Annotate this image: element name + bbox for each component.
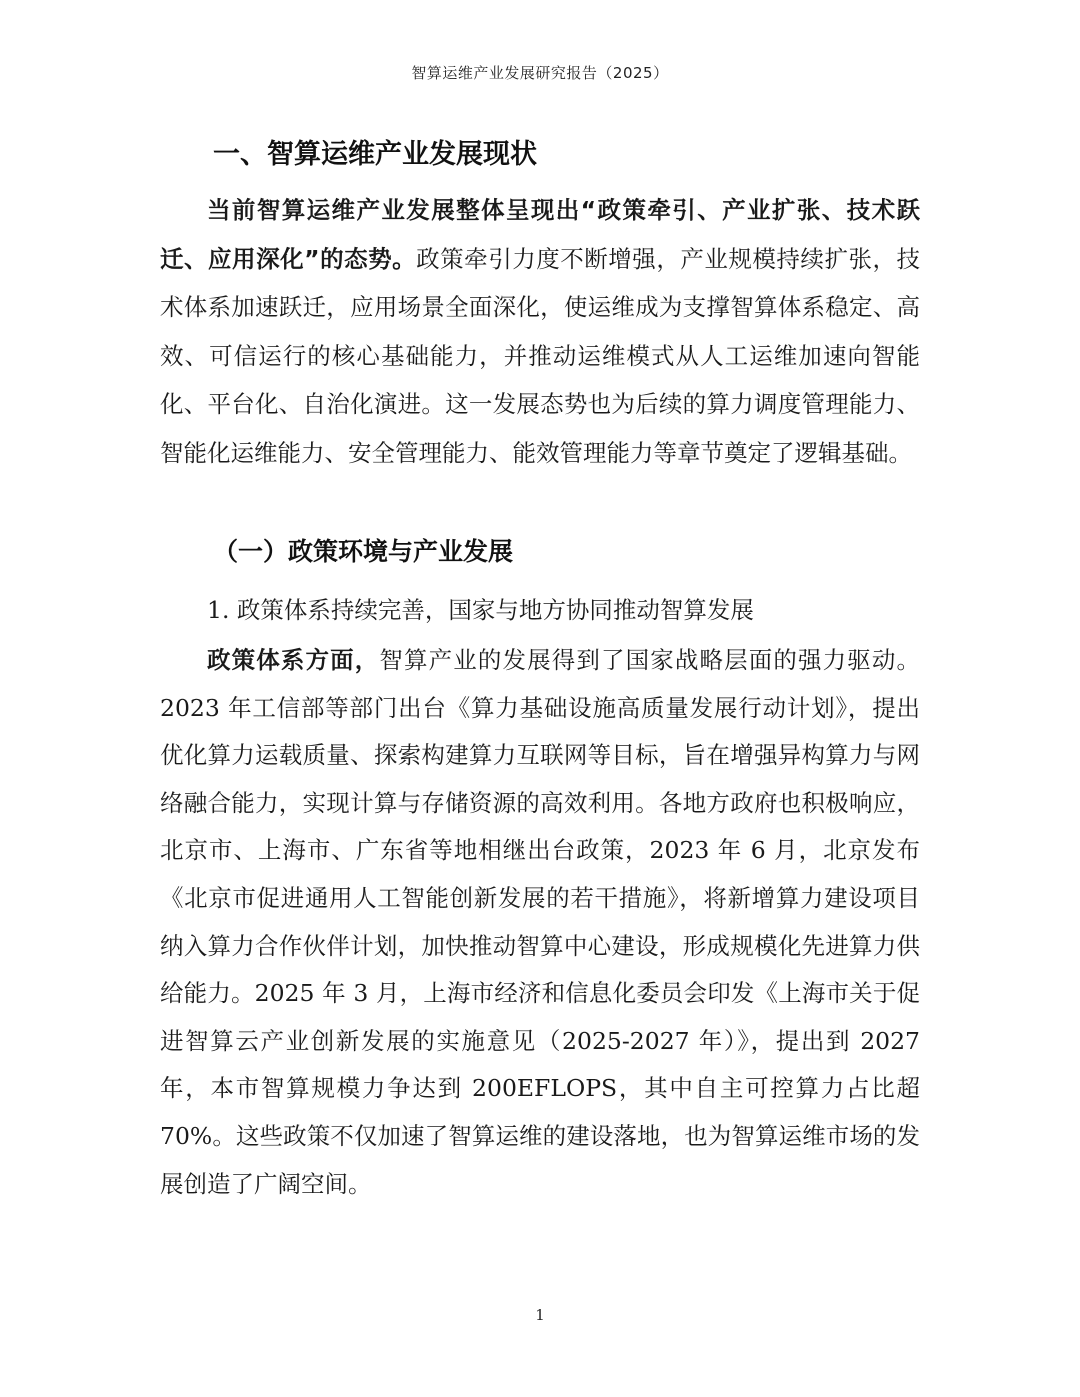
intro-paragraph-rest: 政策牵引力度不断增强，产业规模持续扩张，技术体系加速跃迁，应用场景全面深化，使运维成为支撑智算体系稳定、高效、可信运行的核心基础能力，并推动运维模式从人工运维加速向智能化、平台化、自治化演进。这一发展态势也为后续的算力调度管理能力、智能化运维能力、安全管理能力、能效管理能力等章节奠定了逻辑基础。	[160, 244, 920, 467]
intro-paragraph-text: 当前智算运维产业发展整体呈现出“政策牵引、产业扩张、技术跃迁、应用深化”的态势。	[160, 196, 920, 273]
policy-paragraph-lead: 政策体系方面，	[207, 646, 380, 674]
section-heading: 一、智算运维产业发展现状	[213, 139, 537, 170]
item-heading: 1. 政策体系持续完善，国家与地方协同推动智算发展	[207, 596, 754, 624]
policy-paragraph-body: 智算产业的发展得到了国家战略层面的强力驱动。2023 年工信部等部门出台《算力基础设施高质量发展行动计划》，提出优化算力运载质量、探索构建算力互联网等目标，旨在增强异构算力与网络融合能力，实现计算与存储资源的高效利用。各地方政府也积极响应，北京市、上海市、广东省等地相继出台政策，2023 年 6 月，北京发布《北京市促进通用人工智能创新发展的若干措施》，将新增算力建设项目纳入算力合作伙伴计划，加快推动智算中心建设，形成规模化先进算力供给能力。2025 年 3 月，上海市经济和信息化委员会印发《上海市关于促进智算云产业创新发展的实施意见（2025-2027 年）》，提出到 2027 年，本市智算规模力争达到 200EFLOPS，其中自主可控算力占比超 70%。这些政策不仅加速了智算运维的建设落地，也为智算运维市场的发展创造了广阔空间。	[160, 646, 920, 1198]
running-header: 智算运维产业发展研究报告（2025）	[411, 64, 669, 82]
subsection-heading: （一）政策环境与产业发展	[213, 537, 514, 566]
page-number: 1	[535, 1306, 545, 1324]
policy-paragraph	[160, 637, 920, 1208]
intro-paragraph	[160, 186, 920, 478]
